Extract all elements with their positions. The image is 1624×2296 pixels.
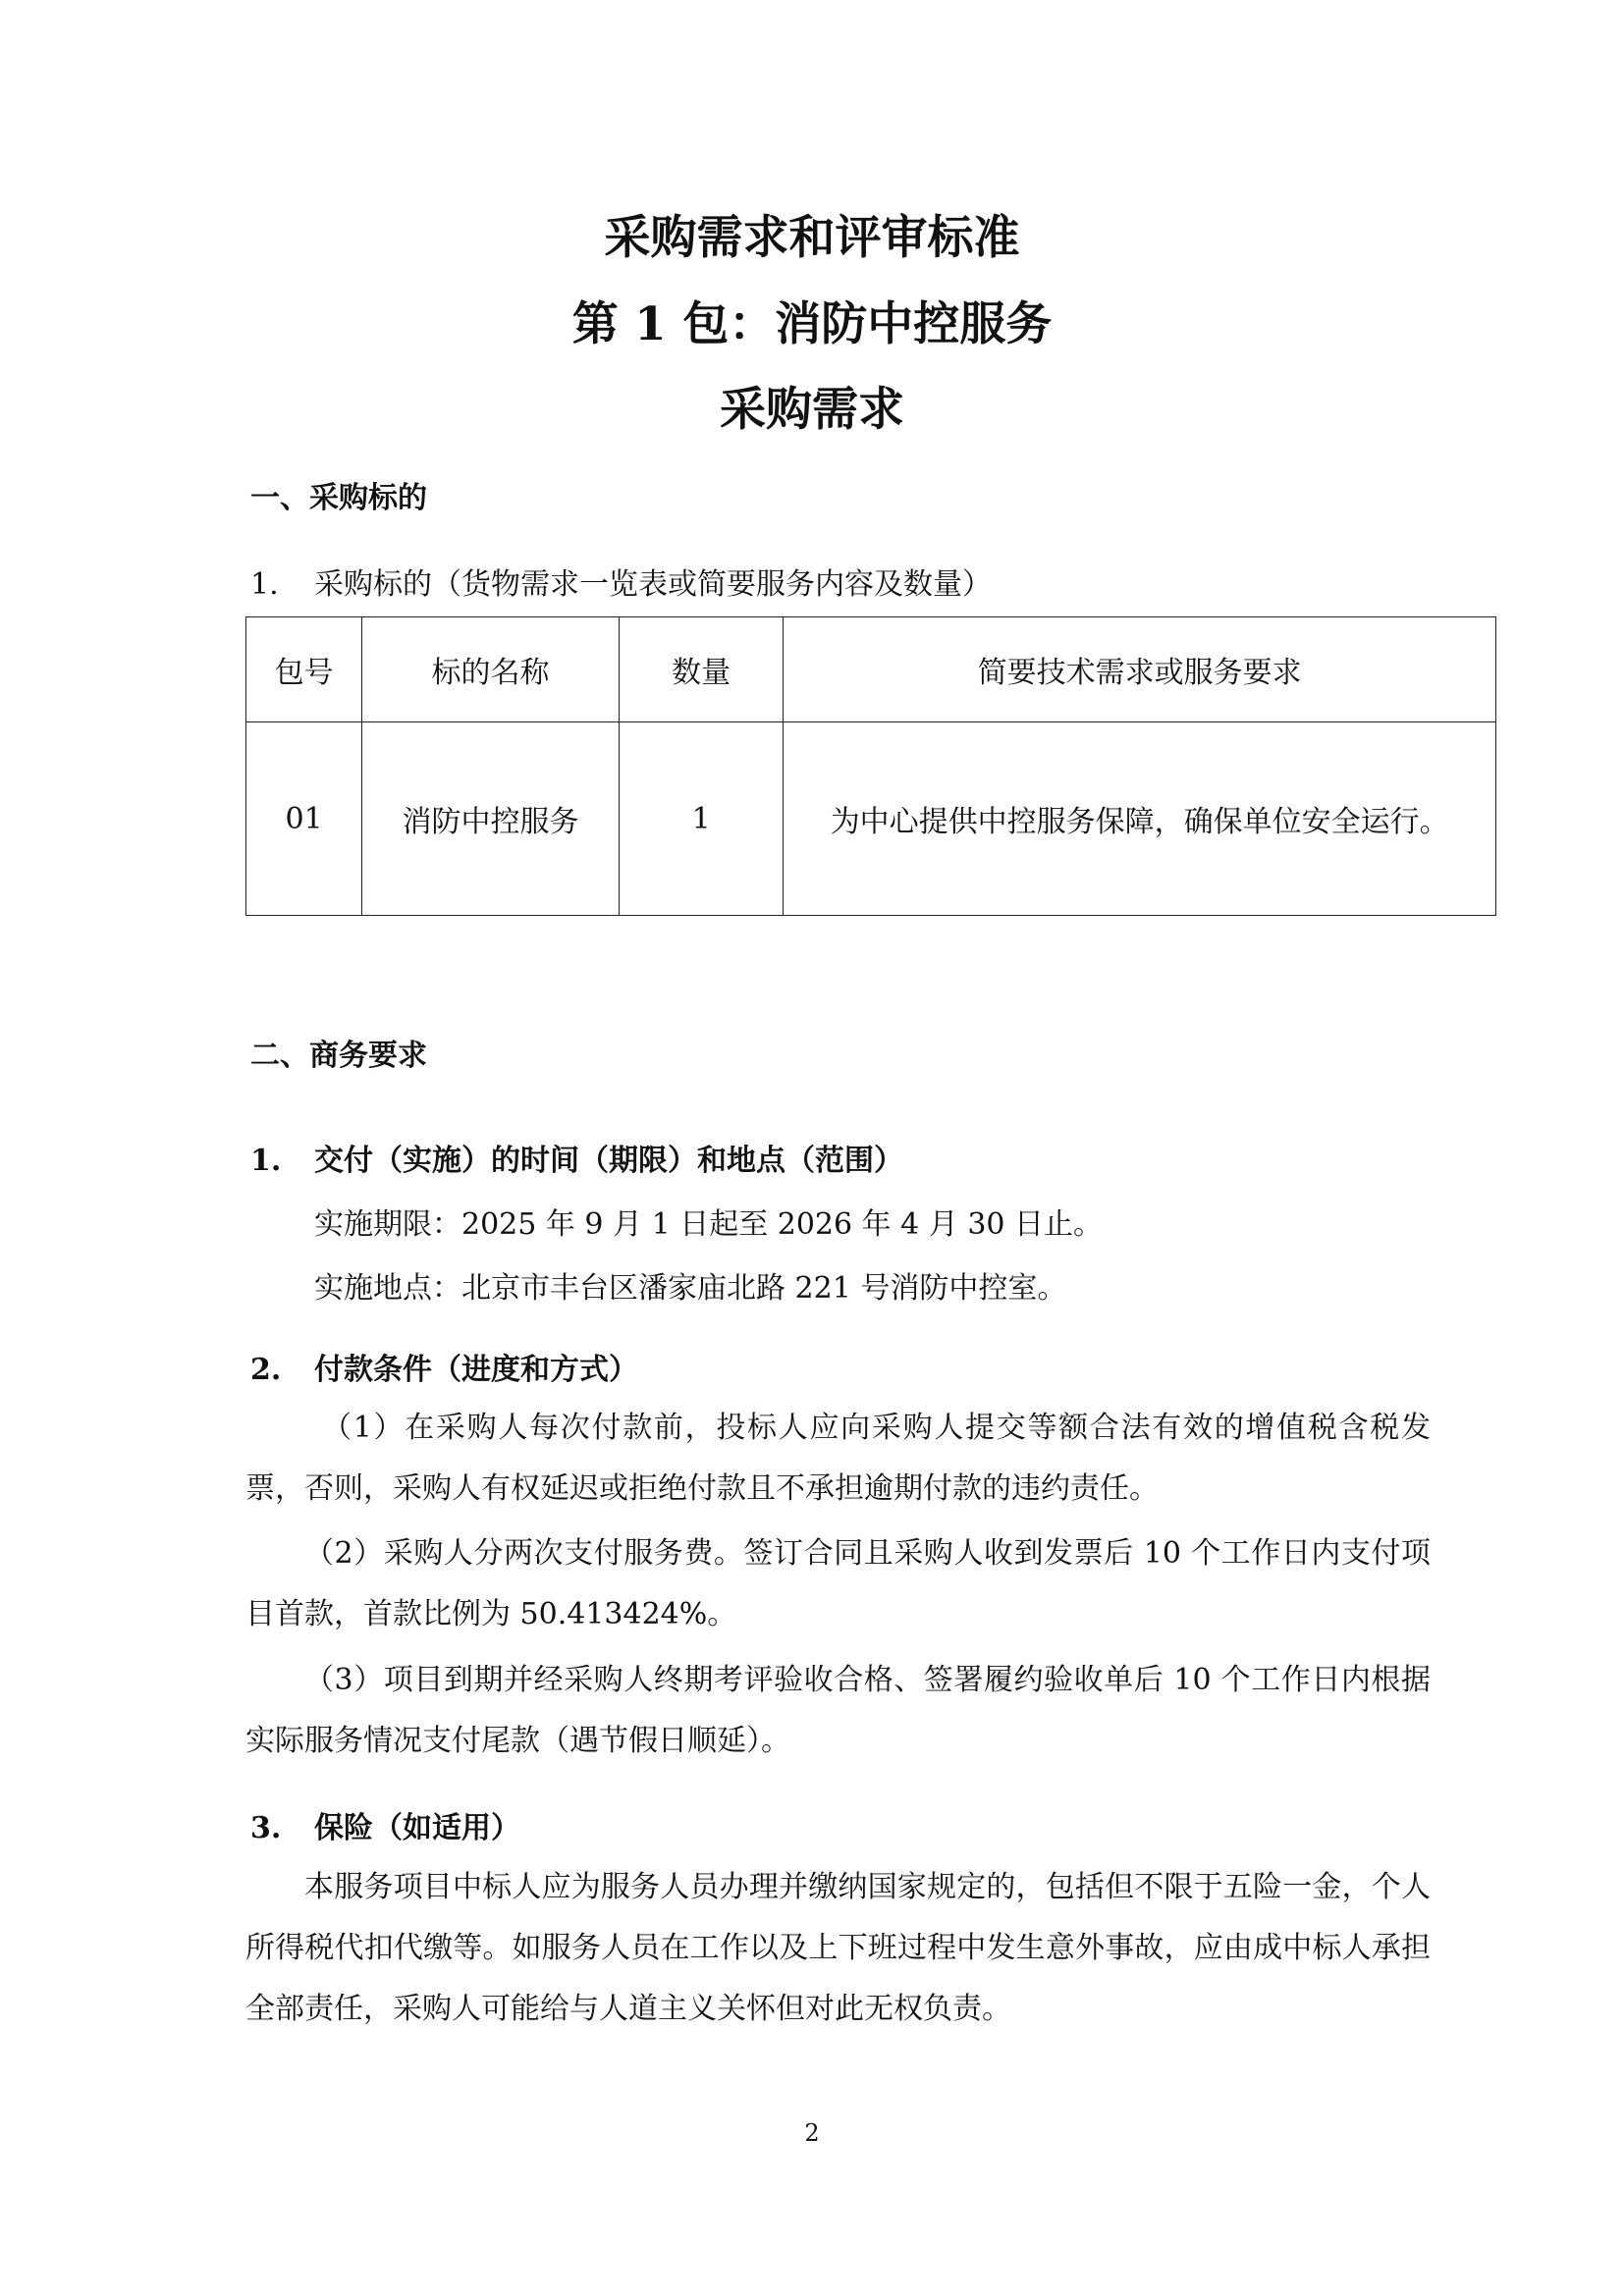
table-header-requirements: 简要技术需求或服务要求: [784, 617, 1496, 722]
clause3-number: 3.: [250, 1811, 282, 1845]
table-cell-item-name: 消防中控服务: [362, 722, 620, 916]
table-cell-quantity: 1: [619, 722, 783, 916]
section1-item-number: 1.: [250, 567, 279, 602]
section1-item-text: 采购标的（货物需求一览表或简要服务内容及数量）: [314, 567, 992, 602]
payment-paragraph-3: （3）项目到期并经采购人终期考评验收合格、签署履约验收单后 10 个工作日内根据实际服务情况支付尾款（遇节假日顺延）。: [245, 1663, 1431, 1758]
table-cell-requirements: 为中心提供中控服务保障，确保单位安全运行。: [784, 722, 1496, 916]
implementation-period: 实施期限：2025 年 9 月 1 日起至 2026 年 4 月 30 日止。: [314, 1207, 1104, 1242]
table-header-package-no: 包号: [246, 617, 362, 722]
table-header-item-name: 标的名称: [362, 617, 620, 722]
clause2-number: 2.: [250, 1353, 282, 1387]
implementation-location: 实施地点：北京市丰台区潘家庙北路 221 号消防中控室。: [314, 1271, 1067, 1306]
clause3-title: 保险（如适用）: [314, 1811, 520, 1845]
table-header-row: [246, 617, 1496, 722]
page-number: 2: [804, 2119, 820, 2147]
clause1-title: 交付（实施）的时间（期限）和地点（范围）: [314, 1144, 903, 1178]
section1-heading: 一、采购标的: [250, 481, 427, 515]
section2-heading: 二、商务要求: [250, 1039, 427, 1073]
section-title: 采购需求: [720, 383, 904, 437]
clause1-number: 1.: [250, 1144, 282, 1178]
package-title: 第 1 包：消防中控服务: [571, 297, 1053, 351]
insurance-paragraph: 本服务项目中标人应为服务人员办理并缴纳国家规定的，包括但不限于五险一金，个人所得税代扣代缴等。如服务人员在工作以及上下班过程中发生意外事故，应由成中标人承担全部责任，采购人可能给与人道主义关怀但对此无权负责。: [245, 1870, 1431, 2026]
payment-paragraph-2: （2）采购人分两次支付服务费。签订合同且采购人收到发票后 10 个工作日内支付项目首款，首款比例为 50.413424%。: [245, 1536, 1431, 1631]
table-header-quantity: 数量: [619, 617, 783, 722]
document-title: 采购需求和评审标准: [604, 211, 1020, 265]
table-cell-package-no: 01: [246, 722, 362, 916]
procurement-table: [245, 616, 1496, 916]
table-row: [246, 722, 1496, 916]
clause2-title: 付款条件（进度和方式）: [314, 1353, 638, 1387]
payment-paragraph-1: （1）在采购人每次付款前，投标人应向采购人提交等额合法有效的增值税含税发票，否则，采购人有权延迟或拒绝付款且不承担逾期付款的违约责任。: [245, 1411, 1431, 1506]
